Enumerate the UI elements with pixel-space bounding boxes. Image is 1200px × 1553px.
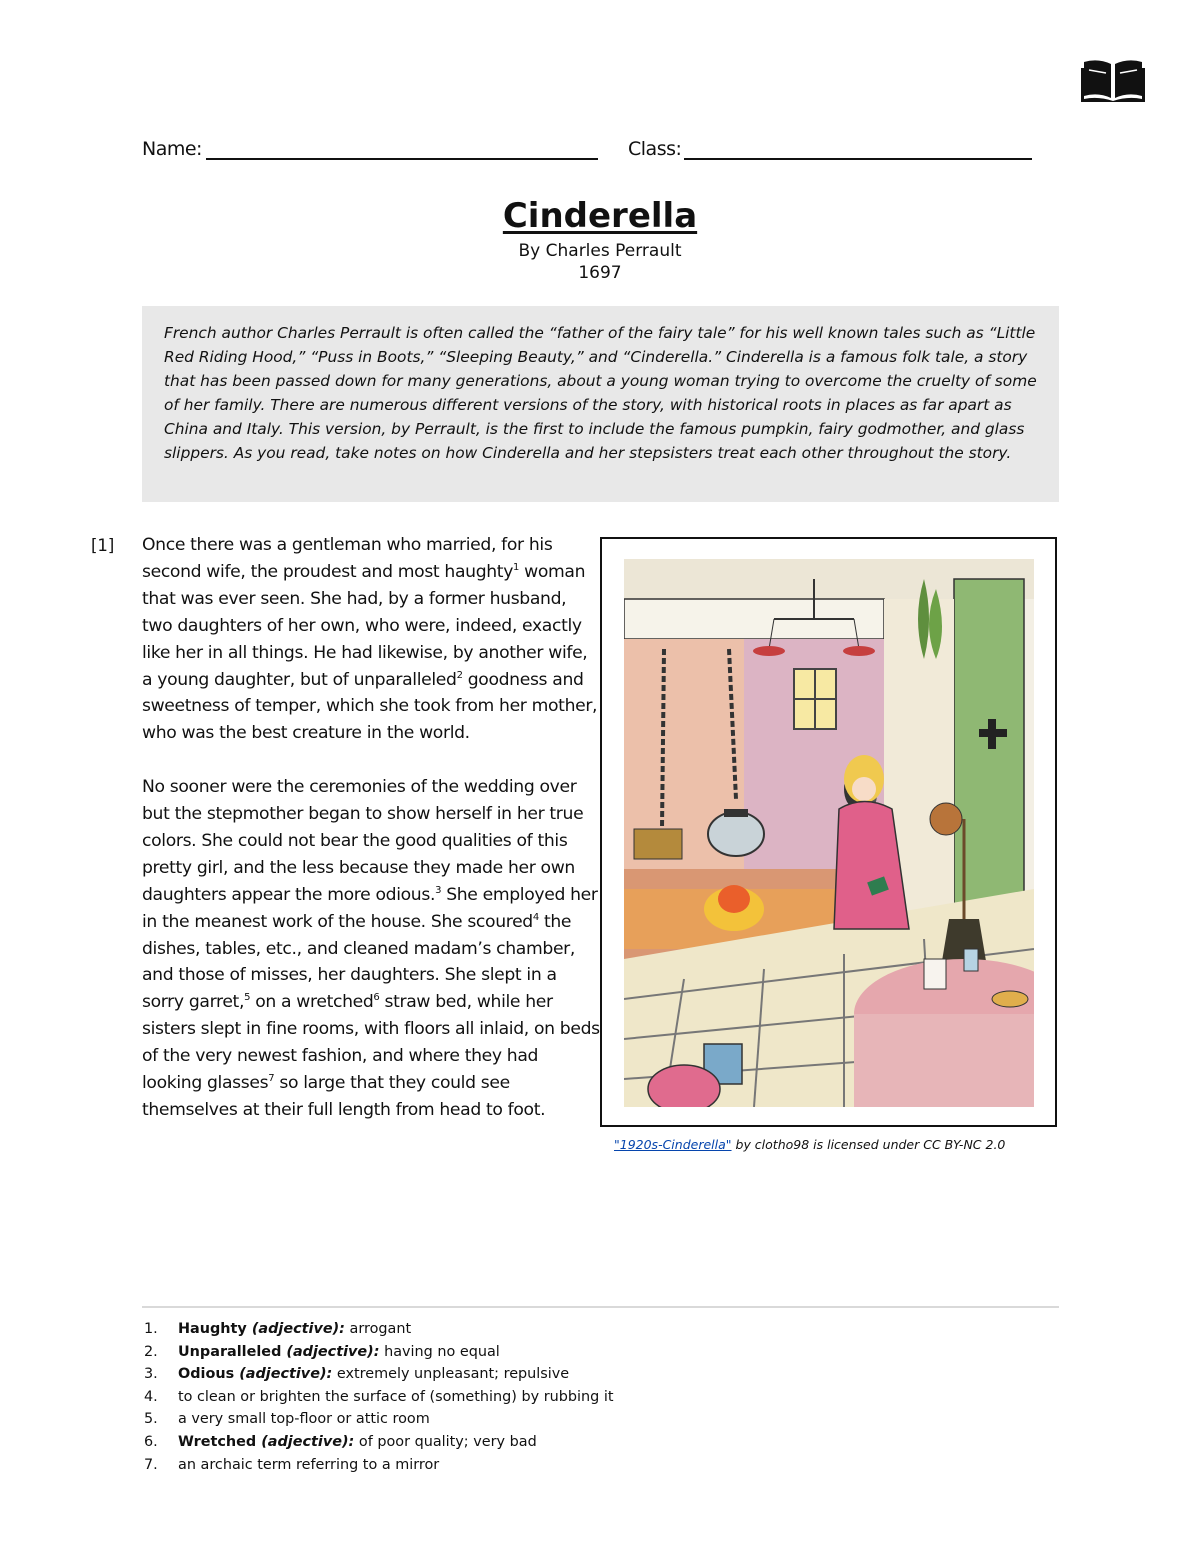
name-field[interactable] — [206, 158, 598, 160]
footnote-item: 3. Odious (adjective): extremely unpleasant; repulsive — [144, 1366, 570, 1383]
footnote-item: 7. an archaic term referring to a mirror — [144, 1456, 440, 1473]
footnote-ref[interactable]: 5 — [244, 992, 251, 1004]
footnote-ref[interactable]: 4 — [532, 911, 539, 923]
footnotes-list — [142, 1318, 613, 1476]
page-title: Cinderella — [502, 196, 698, 236]
footnote-ref[interactable]: 3 — [435, 884, 442, 896]
book-icon — [1080, 58, 1146, 104]
footnote-item: 1. Haughty (adjective): arrogant — [144, 1321, 412, 1337]
class-label: Class: — [628, 138, 682, 160]
footnote-divider — [142, 1306, 1059, 1308]
class-field[interactable] — [684, 158, 1032, 160]
year: 1697 — [578, 263, 622, 283]
image-source-link[interactable]: "1920s-Cinderella" — [614, 1137, 732, 1152]
footnote-item: 5. a very small top-floor or attic room — [144, 1411, 430, 1428]
footnote-item: 4. to clean or brighten the surface of (something) by rubbing it — [144, 1388, 614, 1405]
kitchen-scene-image — [624, 559, 1034, 1107]
body-text — [142, 532, 600, 1151]
intro-box — [142, 306, 1059, 502]
intro-text: French author Charles Perrault is often called the “father of the fairy tale” for his well known tales such as “Little Red Riding Hood,” “Puss in Boots,” “Sleeping Beauty,” and “Cinderella.” Cinderella is a famous folk tale, a story that has been passed down for many generations, about a young woman trying to overcome the cruelty of some of her family. There are numerous different versions of the story, with historical roots in places as far apart as China and Italy. This version, by Perrault, is the first to include the famous pumpkin, fairy godmother, and glass slippers. As you read, take notes on how Cinderella and her stepsisters treat each other throughout the story. — [164, 324, 1037, 462]
name-label: Name: — [142, 138, 202, 160]
paragraph-number: [1] — [91, 536, 115, 555]
byline — [0, 240, 1200, 284]
author: By Charles Perrault — [518, 241, 682, 261]
footnote-item: 6. Wretched (adjective): of poor quality; very bad — [144, 1433, 537, 1450]
footnote-ref[interactable]: 1 — [513, 561, 520, 573]
paragraph-2: No sooner were the ceremonies of the wedding over but the stepmother began to show herself in her true colors. She could not bear the good qualities of this pretty girl, and the less because they made her own daughters appear the more odious.$^3$ She employed her in the meanest work of the house. She scoured$^4$ the dishes, tables, etc., and cleaned madam’s chamber, and those of misses, her daughters. She slept in a sorry garret,$^5$ on a wretched$^6$ straw bed, while her sisters slept in fine rooms, with floors all inlaid, on beds of the very newest fashion, and where they had looking glasses$^7$ so large that they could see themselves at their full length from head to foot. — [142, 777, 600, 1121]
name-class-row — [142, 138, 202, 160]
footnote-item: 2. Unparalleled (adjective): having no equal — [144, 1343, 500, 1360]
footnote-ref[interactable]: 2 — [456, 669, 463, 681]
paragraph-1: Once there was a gentleman who married, for his second wife, the proudest and most haughty$^1$ woman that was ever seen. She had, by a former husband, two daughters of her own, who were, indeed, exactly like her in all things. He had likewise, by another wife, a young daughter, but of unparalleled$^2$ goodness and sweetness of temper, which she took from her mother, who was the best creature in the world. — [142, 535, 598, 744]
footnote-ref[interactable]: 6 — [373, 992, 380, 1004]
footnote-ref[interactable]: 7 — [268, 1073, 275, 1085]
image-caption: "1920s-Cinderella" by clotho98 is licensed under CC BY-NC 2.0 — [614, 1137, 1006, 1152]
cinderella-illustration — [600, 537, 1057, 1127]
